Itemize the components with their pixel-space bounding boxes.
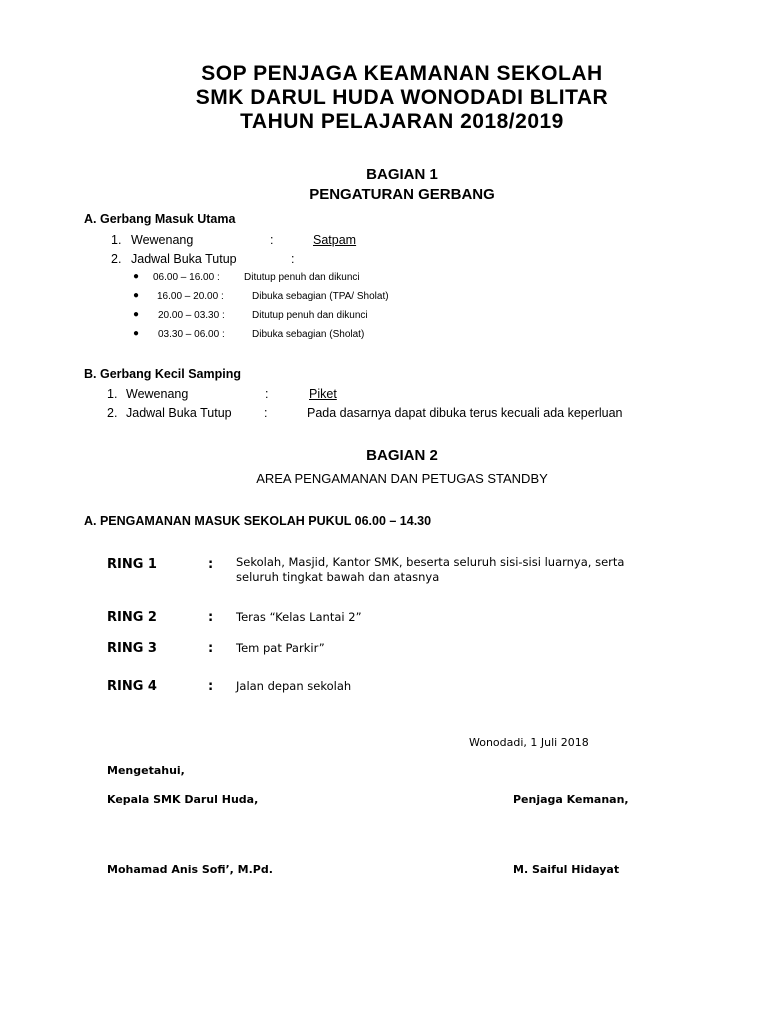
acknowledged-label: Mengetahui, — [107, 764, 185, 777]
item-label: Jadwal Buka Tutup — [131, 252, 237, 266]
bullet-icon: ● — [133, 290, 140, 301]
bagian2-subheading: AREA PENGAMANAN DAN PETUGAS STANDBY — [256, 471, 548, 486]
ring-colon: : — [208, 641, 214, 656]
item-label: Jadwal Buka Tutup — [126, 406, 232, 420]
item-colon: : — [291, 252, 295, 266]
item-colon: : — [265, 387, 269, 401]
doc-title-line2: SMK DARUL HUDA WONODADI BLITAR — [195, 86, 609, 109]
item-value: Satpam — [313, 233, 357, 247]
doc-title-line3: TAHUN PELAJARAN 2018/2019 — [240, 110, 564, 133]
item-number: 2. — [107, 406, 118, 420]
schedule-time: 03.30 – 06.00 : — [158, 329, 225, 340]
item-label: Wewenang — [131, 233, 194, 247]
ring-colon: : — [208, 557, 214, 572]
schedule-desc: Dibuka sebagian (TPA/ Sholat) — [252, 291, 389, 302]
schedule-time: 20.00 – 03.30 : — [158, 310, 225, 321]
ring-description: Teras “Kelas Lantai 2” — [236, 610, 362, 624]
bagian1-subheading: PENGATURAN GERBANG — [309, 186, 495, 203]
right-signatory-name: M. Saiful Hidayat — [513, 863, 620, 876]
section-b-title: B. Gerbang Kecil Samping — [84, 367, 241, 381]
bagian2-section-a-title: A. PENGAMANAN MASUK SEKOLAH PUKUL 06.00 – 14.30 — [84, 514, 432, 528]
left-signatory-role: Kepala SMK Darul Huda, — [107, 793, 259, 806]
ring-description: Jalan depan sekolah — [236, 679, 352, 693]
bagian1-heading: BAGIAN 1 — [366, 166, 438, 183]
ring-colon: : — [208, 679, 214, 694]
bullet-icon: ● — [133, 309, 140, 320]
schedule-time: 16.00 – 20.00 : — [157, 291, 224, 302]
ring-label: RING 2 — [107, 610, 157, 625]
right-signatory-role: Penjaga Kemanan, — [513, 793, 629, 806]
schedule-time: 06.00 – 16.00 : — [153, 272, 220, 283]
item-value: Piket — [309, 387, 337, 401]
left-signatory-name: Mohamad Anis Sofi’, M.Pd. — [107, 863, 273, 876]
ring-label: RING 4 — [107, 679, 157, 694]
ring-description: Tem pat Parkir” — [236, 641, 325, 655]
doc-title-line1: SOP PENJAGA KEAMANAN SEKOLAH — [201, 62, 603, 85]
schedule-desc: Dibuka sebagian (Sholat) — [252, 329, 365, 340]
bullet-icon: ● — [133, 328, 140, 339]
schedule-desc: Ditutup penuh dan dikunci — [244, 272, 360, 283]
place-date: Wonodadi, 1 Juli 2018 — [469, 736, 589, 749]
item-colon: : — [264, 406, 268, 420]
schedule-desc: Ditutup penuh dan dikunci — [252, 310, 368, 321]
item-value: Pada dasarnya dapat dibuka terus kecuali ada keperluan — [307, 406, 623, 420]
bullet-icon: ● — [133, 271, 140, 282]
item-number: 2. — [111, 252, 122, 266]
ring-colon: : — [208, 610, 214, 625]
ring-label: RING 3 — [107, 641, 157, 656]
item-number: 1. — [107, 387, 118, 401]
ring-description: Sekolah, Masjid, Kantor SMK, beserta seluruh sisi-sisi luarnya, serta seluruh tingkat bawah dan atasnya — [236, 555, 625, 584]
item-label: Wewenang — [126, 387, 189, 401]
bagian2-heading: BAGIAN 2 — [366, 447, 438, 464]
ring-label: RING 1 — [107, 557, 157, 572]
section-a-title: A. Gerbang Masuk Utama — [84, 212, 236, 226]
item-colon: : — [270, 233, 274, 247]
item-number: 1. — [111, 233, 122, 247]
